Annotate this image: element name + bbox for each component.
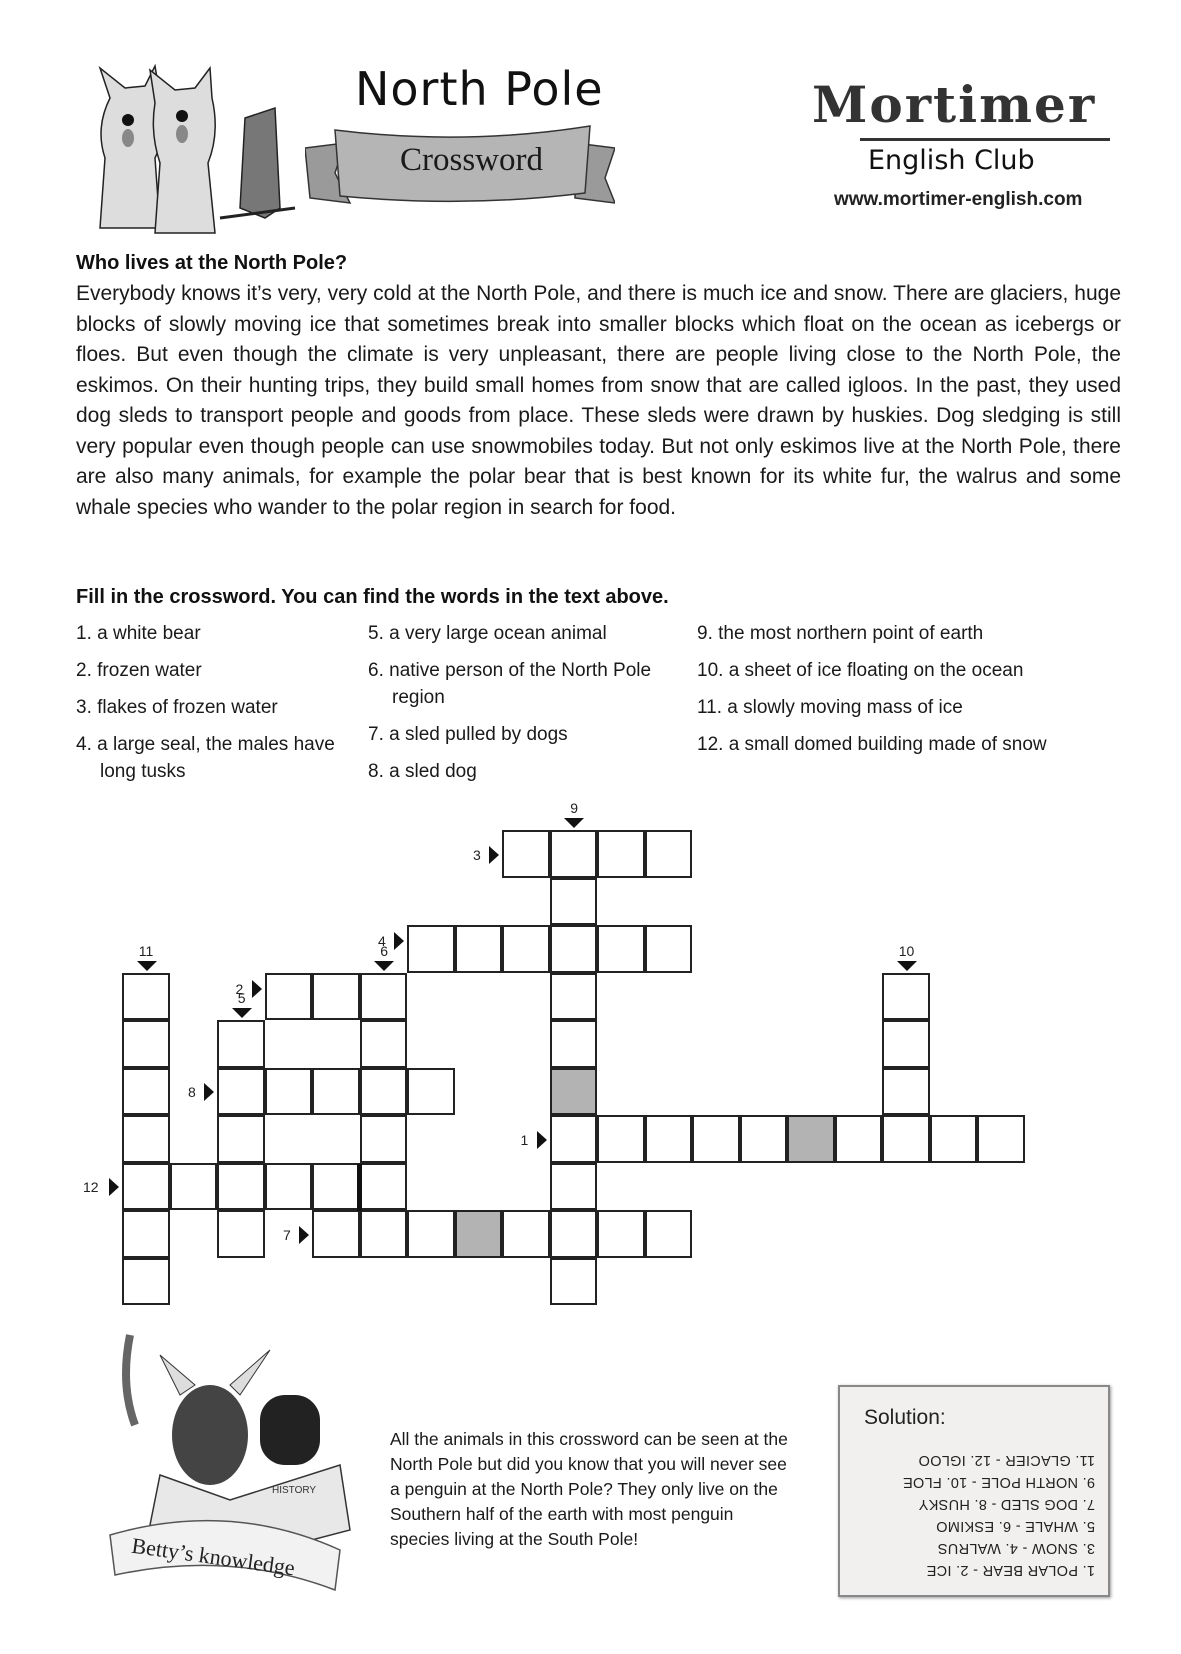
crossword-cell[interactable]: [265, 973, 313, 1021]
crossword-subtitle: Crossword: [400, 142, 544, 178]
crossword-cell[interactable]: [122, 1210, 170, 1258]
grid-number-10: 10: [898, 942, 915, 959]
arrow-right-icon: [109, 1178, 119, 1196]
clue-5: [368, 620, 668, 647]
crossword-cell[interactable]: [360, 1210, 408, 1258]
clue-number: 6.: [368, 660, 384, 681]
clue-text: a sled pulled by dogs: [389, 724, 568, 745]
section-heading: Who lives at the North Pole?: [76, 252, 348, 274]
arrow-down-icon: [232, 1008, 252, 1018]
clue-text: a white bear: [97, 623, 201, 644]
instructions: Fill in the crossword. You can find the words in the text above.: [76, 586, 669, 608]
crossword-cell[interactable]: [217, 1163, 265, 1211]
clue-number: 4.: [76, 734, 92, 755]
clue-7: [368, 721, 668, 748]
logo-underline: [860, 138, 1110, 141]
arrow-down-icon: [137, 961, 157, 971]
crossword-cell[interactable]: [882, 1068, 930, 1116]
arrow-right-icon: [252, 980, 262, 998]
crossword-blank-cell: [550, 1068, 598, 1116]
crossword-cell[interactable]: [977, 1115, 1025, 1163]
solution-line: 9. NORTH POLE - 10. FLOE: [902, 1474, 1095, 1490]
crossword-cell[interactable]: [170, 1163, 218, 1211]
crossword-cell[interactable]: [740, 1115, 788, 1163]
grid-number-5: 5: [237, 990, 246, 1006]
clue-number: 1.: [76, 623, 92, 644]
clue-6: [368, 657, 662, 711]
crossword-cell[interactable]: [882, 973, 930, 1021]
crossword-cell[interactable]: [645, 925, 693, 973]
arrow-down-icon: [564, 818, 584, 828]
logo-subtitle: English Club: [868, 145, 1035, 176]
crossword-cell[interactable]: [550, 1163, 598, 1211]
clue-2: [76, 657, 356, 684]
clue-text: frozen water: [97, 660, 202, 681]
crossword-cell[interactable]: [882, 1020, 930, 1068]
clue-number: 2.: [76, 660, 92, 681]
solution-box: [838, 1385, 1110, 1597]
crossword-cell[interactable]: [645, 1210, 693, 1258]
grid-number-6: 6: [380, 942, 389, 959]
clue-3: [76, 694, 356, 721]
clue-9: [697, 620, 1107, 647]
clue-8: [368, 758, 668, 785]
grid-number-4: 4: [378, 933, 386, 949]
clue-text: a small domed building made of snow: [728, 734, 1047, 755]
grid-number-3: 3: [473, 846, 481, 863]
crossword-cell[interactable]: [265, 1068, 313, 1116]
clue-number: 7.: [368, 724, 384, 745]
arrow-down-icon: [897, 961, 917, 971]
crossword-cell[interactable]: [502, 830, 550, 878]
crossword-cell[interactable]: [122, 1163, 170, 1211]
grid-number-12: 12: [83, 1179, 99, 1196]
clue-text: a sled dog: [389, 761, 477, 782]
crossword-cell[interactable]: [312, 1163, 360, 1211]
clue-1: [76, 620, 356, 647]
crossword-cell[interactable]: [312, 1068, 360, 1116]
crossword-cell[interactable]: [122, 973, 170, 1021]
clue-text: a very large ocean animal: [389, 623, 607, 644]
clue-4: [76, 731, 350, 785]
worksheet-title: North Pole: [355, 62, 604, 116]
crossword-cell[interactable]: [550, 925, 598, 973]
crossword-cell[interactable]: [550, 1210, 598, 1258]
crossword-cell[interactable]: [550, 1020, 598, 1068]
clue-11: [697, 694, 1107, 721]
crossword-cell[interactable]: [550, 830, 598, 878]
crossword-blank-cell: [455, 1210, 503, 1258]
crossword-cell[interactable]: [312, 973, 360, 1021]
crossword-cell[interactable]: [360, 1163, 408, 1211]
crossword-cell[interactable]: [122, 1115, 170, 1163]
website-url[interactable]: www.mortimer-english.com: [834, 189, 1083, 210]
crossword-cell[interactable]: [645, 830, 693, 878]
clue-column-3: [697, 620, 1107, 768]
husky-dogs-illustration: [70, 58, 300, 238]
grid-number-9: 9: [570, 800, 579, 816]
crossword-cell[interactable]: [597, 1210, 645, 1258]
mortimer-logo: Mortimer: [812, 75, 1097, 134]
betty-knowledge-illustration: [100, 1325, 370, 1595]
clue-number: 5.: [368, 623, 384, 644]
crossword-cell[interactable]: [407, 1210, 455, 1258]
crossword-cell[interactable]: [407, 925, 455, 973]
clue-text: a large seal, the males have long tusks: [97, 734, 335, 782]
clue-number: 10.: [697, 660, 724, 681]
clue-number: 8.: [368, 761, 384, 782]
clue-number: 9.: [697, 623, 713, 644]
solution-title: Solution:: [864, 1406, 946, 1429]
grid-number-1: 1: [520, 1131, 529, 1148]
crossword-cell[interactable]: [597, 925, 645, 973]
solution-line: 3. SNOW - 4. WALRUS: [937, 1540, 1095, 1556]
crossword-cell[interactable]: [455, 925, 503, 973]
arrow-right-icon: [537, 1131, 547, 1149]
crossword-cell[interactable]: [407, 1068, 455, 1116]
arrow-right-icon: [204, 1083, 214, 1101]
crossword-cell[interactable]: [360, 1068, 408, 1116]
clue-text: a sheet of ice floating on the ocean: [728, 660, 1024, 681]
betty-banner-text: Betty’s knowledge: [130, 1532, 297, 1581]
grid-number-11: 11: [138, 942, 154, 959]
grid-number-8: 8: [188, 1084, 196, 1101]
solution-line: 5. WHALE - 6. ESKIMO: [935, 1518, 1095, 1534]
crossword-cell[interactable]: [217, 1020, 265, 1068]
crossword-cell[interactable]: [122, 1020, 170, 1068]
clue-column-1: [76, 620, 356, 795]
clue-text: flakes of frozen water: [97, 697, 278, 718]
crossword-cell[interactable]: [550, 1258, 598, 1306]
solution-line: 11. GLACIER - 12. IGLOO: [918, 1452, 1095, 1468]
crossword-cell[interactable]: [502, 925, 550, 973]
crossword-cell[interactable]: [597, 830, 645, 878]
crossword-cell[interactable]: [597, 1115, 645, 1163]
crossword-cell[interactable]: [217, 1115, 265, 1163]
clue-number: 3.: [76, 697, 92, 718]
crossword-cell[interactable]: [122, 1258, 170, 1306]
crossword-cell[interactable]: [217, 1068, 265, 1116]
crossword-cell[interactable]: [122, 1068, 170, 1116]
crossword-cell[interactable]: [930, 1115, 978, 1163]
arrow-right-icon: [489, 846, 499, 864]
arrow-right-icon: [299, 1226, 309, 1244]
betty-fact-text: All the animals in this crossword can be seen at the North Pole but did you know that you will never see a penguin at the North Pole? They only live on the Southern half of the earth with most penguin species living at the South Pole!: [390, 1429, 788, 1549]
crossword-blank-cell: [787, 1115, 835, 1163]
grid-number-7: 7: [283, 1226, 291, 1243]
history-book-label: HISTORY: [272, 1485, 317, 1496]
clue-text: the most northern point of earth: [718, 623, 984, 644]
crossword-cell[interactable]: [550, 878, 598, 926]
crossword-cell[interactable]: [692, 1115, 740, 1163]
clue-number: 12.: [697, 734, 724, 755]
arrow-right-icon: [394, 932, 404, 950]
clue-column-2: [368, 620, 668, 795]
crossword-cell[interactable]: [360, 973, 408, 1021]
crossword-cell[interactable]: [835, 1115, 883, 1163]
clue-text: a slowly moving mass of ice: [727, 697, 963, 718]
crossword-cell[interactable]: [502, 1210, 550, 1258]
crossword-cell[interactable]: [217, 1210, 265, 1258]
crossword-cell[interactable]: [550, 973, 598, 1021]
crossword-cell[interactable]: [550, 1115, 598, 1163]
clue-text: native person of the North Pole region: [389, 660, 652, 708]
arrow-down-icon: [374, 961, 394, 971]
grid-number-2: 2: [235, 980, 244, 997]
solution-line: 7. DOG SLED - 8. HUSKY: [918, 1496, 1095, 1512]
crossword-cell[interactable]: [882, 1115, 930, 1163]
clue-12: [697, 731, 1085, 758]
solution-lines-upside-down: [860, 1449, 1095, 1581]
crossword-cell[interactable]: [360, 1020, 408, 1068]
crossword-cell[interactable]: [265, 1163, 313, 1211]
clue-number: 11.: [697, 697, 723, 718]
crossword-cell[interactable]: [360, 1115, 408, 1163]
solution-line: 1. POLAR BEAR - 2. ICE: [926, 1562, 1095, 1578]
clue-10: [697, 657, 1107, 684]
crossword-cell[interactable]: [312, 1210, 360, 1258]
crossword-cell[interactable]: [645, 1115, 693, 1163]
intro-paragraph: Everybody knows it’s very, very cold at the North Pole, and there is much ice and snow. There are glaciers, huge blocks of slowly moving ice that sometimes break into smaller blocks which float on the ocean as icebergs or floes. But even though the climate is very unpleasant, there are people living close to the North Pole, the eskimos. On their hunting trips, they build small homes from snow that are called igloos. In the past, they used dog sleds to transport people and goods from place. These sleds were drawn by huskies. Dog sledging is still very popular even though people can use snowmobiles today. But not only eskimos live at the North Pole, there are also many animals, for example the polar bear that is best known for its white fur, the walrus and some whale species who wander to the polar region in search for food.: [76, 282, 1121, 519]
